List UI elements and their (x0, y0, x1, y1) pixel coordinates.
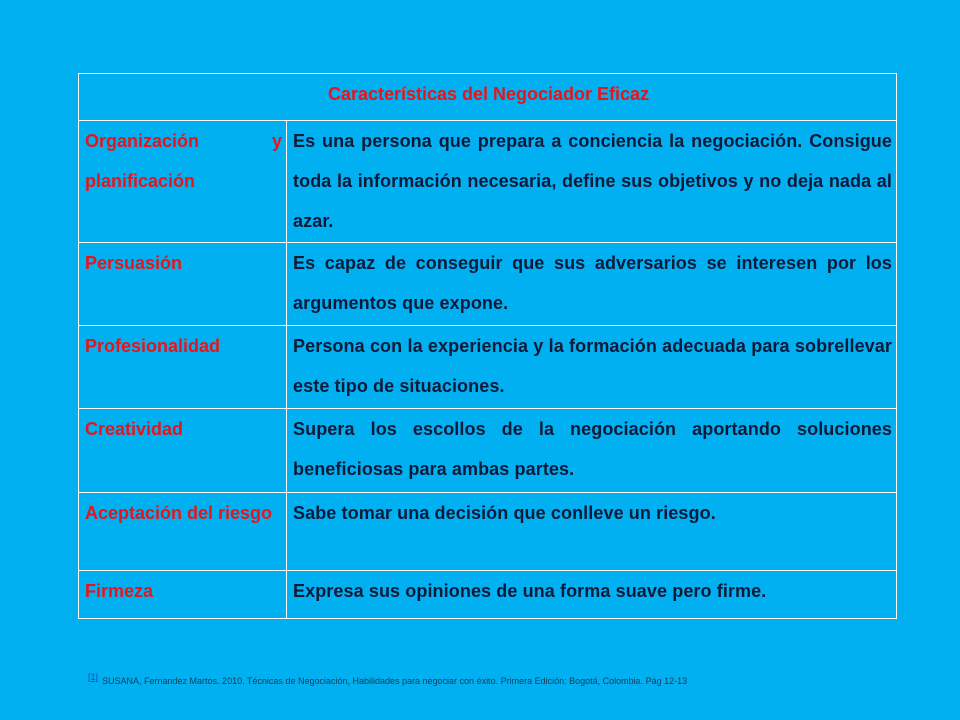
table-row (79, 409, 897, 493)
term-cell: Profesionalidad (79, 326, 287, 409)
term-cell: Organización y planificación (79, 121, 287, 243)
footnote-text: SUSANA, Fernandez Martos. 2010. Técnicas de Negociación, Habilidades para negociar con éxito. Primera Edición: Bogotá, Colombia. Pág 12-13 (102, 676, 688, 686)
table-row (79, 121, 897, 243)
table-header-row (79, 74, 897, 121)
table-row (79, 493, 897, 571)
table-row (79, 326, 897, 409)
table-row (79, 243, 897, 326)
definition-cell: Expresa sus opiniones de una forma suave pero firme. (287, 571, 897, 619)
term-cell: Firmeza (79, 571, 287, 619)
term-cell: Aceptación del riesgo (79, 493, 287, 571)
footnote (88, 672, 687, 686)
definition-cell: Es una persona que prepara a conciencia la negociación. Consigue toda la información necesaria, define sus objetivos y no deja nada al azar. (287, 121, 897, 243)
term-cell: Creatividad (79, 409, 287, 493)
definition-cell: Sabe tomar una decisión que conlleve un riesgo. (287, 493, 897, 571)
term-cell: Persuasión (79, 243, 287, 326)
table-title: Características del Negociador Eficaz (79, 74, 897, 121)
footnote-marker-link[interactable]: [1] (88, 672, 99, 682)
definition-cell: Persona con la experiencia y la formación adecuada para sobrellevar este tipo de situaciones. (287, 326, 897, 409)
definition-cell: Supera los escollos de la negociación aportando soluciones beneficiosas para ambas partes. (287, 409, 897, 493)
characteristics-table (78, 73, 897, 619)
definition-cell: Es capaz de conseguir que sus adversarios se interesen por los argumentos que expone. (287, 243, 897, 326)
table-row (79, 571, 897, 619)
